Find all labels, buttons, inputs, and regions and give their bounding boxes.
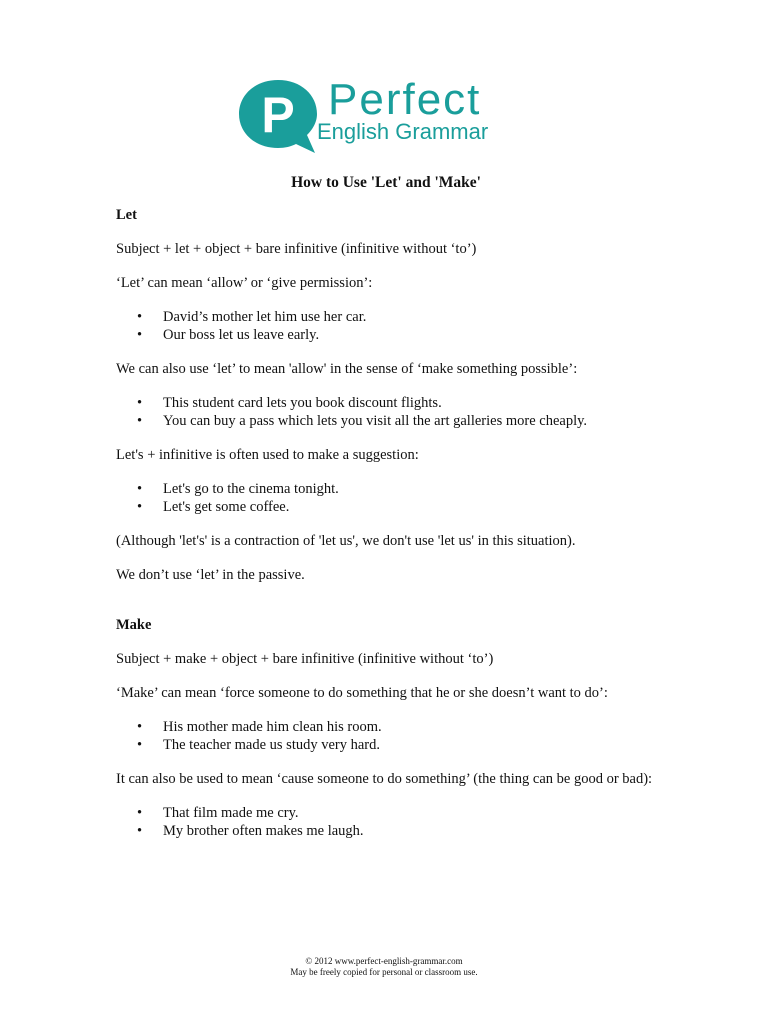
list-item: • That film made me cry. bbox=[163, 804, 656, 822]
section-heading-let: Let bbox=[116, 207, 137, 223]
brand-logo bbox=[235, 76, 525, 156]
list-item: • Let's get some coffee. bbox=[163, 498, 656, 516]
make-force-list bbox=[116, 718, 656, 754]
footer-license: May be freely copied for personal or classroom use. bbox=[290, 967, 478, 977]
list-item: • This student card lets you book discount flights. bbox=[163, 394, 656, 412]
logo-name-line2: English Grammar bbox=[317, 119, 489, 144]
list-item: • Our boss let us leave early. bbox=[163, 326, 656, 344]
make-cause-list bbox=[116, 804, 656, 840]
make-force-intro: ‘Make’ can mean ‘force someone to do something that he or she doesn’t want to do’: bbox=[116, 685, 608, 701]
page-footer bbox=[0, 956, 768, 978]
document-body bbox=[116, 170, 656, 840]
let-meaning-list bbox=[116, 308, 656, 344]
page-title: How to Use 'Let' and 'Make' bbox=[291, 174, 481, 191]
logo-name-line1: Perfect bbox=[328, 75, 482, 124]
speech-bubble-p-icon bbox=[235, 76, 321, 156]
list-item: • The teacher made us study very hard. bbox=[163, 736, 656, 754]
list-item: • David’s mother let him use her car. bbox=[163, 308, 656, 326]
make-cause-intro: It can also be used to mean ‘cause someone to do something’ (the thing can be good or bad): bbox=[116, 771, 653, 787]
section-heading-make: Make bbox=[116, 617, 152, 633]
let-possible-list bbox=[116, 394, 656, 430]
let-possible-intro: We can also use ‘let’ to mean 'allow' in the sense of ‘make something possible’: bbox=[116, 361, 578, 377]
list-item: • You can buy a pass which lets you visit all the art galleries more cheaply. bbox=[163, 412, 656, 430]
let-suggestion-intro: Let's + infinitive is often used to make a suggestion: bbox=[116, 447, 419, 463]
list-item: • Let's go to the cinema tonight. bbox=[163, 480, 656, 498]
make-formula: Subject + make + object + bare infinitive (infinitive without ‘to’) bbox=[116, 651, 494, 667]
let-passive-note: We don’t use ‘let’ in the passive. bbox=[116, 567, 305, 583]
let-contraction-note: (Although 'let's' is a contraction of 'let us', we don't use 'let us' in this situation). bbox=[116, 533, 576, 549]
logo-letter: P bbox=[261, 87, 295, 143]
let-meaning-intro: ‘Let’ can mean ‘allow’ or ‘give permission’: bbox=[116, 275, 373, 291]
list-item: • My brother often makes me laugh. bbox=[163, 822, 656, 840]
list-item: • His mother made him clean his room. bbox=[163, 718, 656, 736]
footer-copyright: © 2012 www.perfect-english-grammar.com bbox=[305, 956, 463, 966]
let-formula: Subject + let + object + bare infinitive (infinitive without ‘to’) bbox=[116, 241, 477, 257]
let-suggestion-list bbox=[116, 480, 656, 516]
